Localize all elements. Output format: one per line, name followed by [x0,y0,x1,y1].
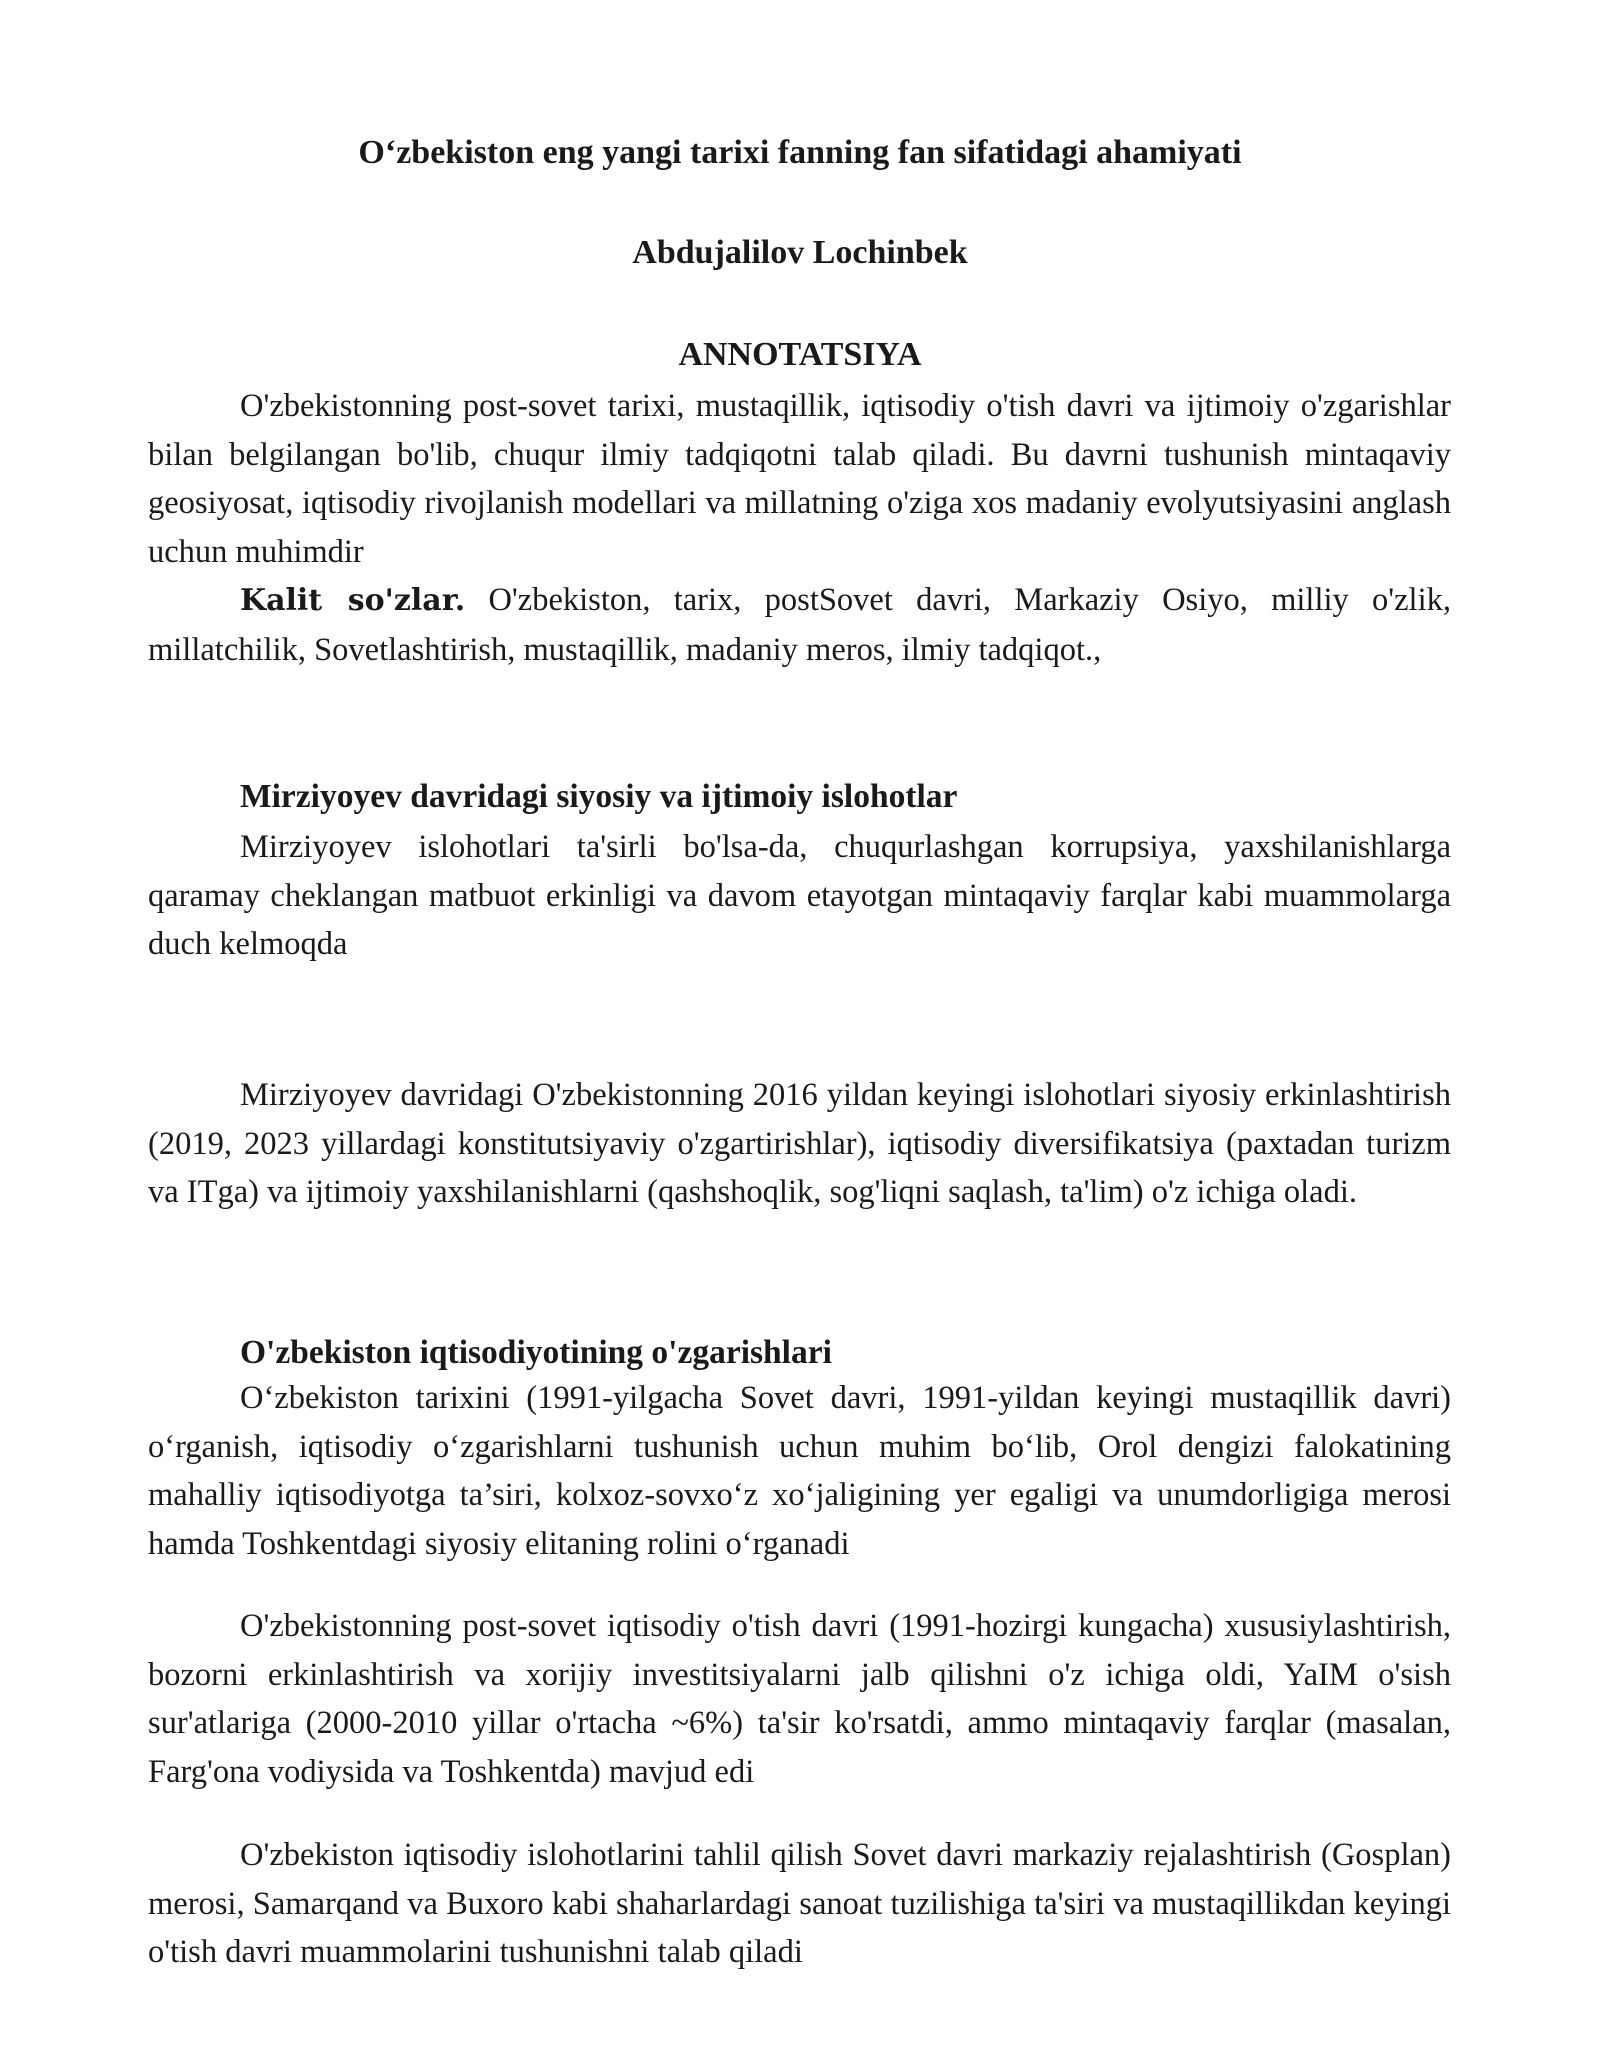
keywords-label: Kalit so'zlar. [240,583,466,618]
paragraph-reforms-2: Mirziyoyev davridagi O'zbekistonning 2016 yildan keyingi islohotlari siyosiy erkinlashtirish (2019, 2023 yillardagi konstitutsiyaviy o'zgartirishlar), iqtisodiy diversifikatsiya (paxtadan turizm va ITga) va ijtimoiy yaxshilanishlarni (qashshoqlik, sog'liqni saqlash, ta'lim) o'z ichiga oladi. [148,1077,1451,1210]
keywords-paragraph [148,576,1451,674]
author-name: Abdujalilov Lochinbek [632,234,968,271]
paragraph-economy-2: O'zbekistonning post-sovet iqtisodiy o'tish davri (1991-hozirgi kungacha) xususiylashtirish, bozorni erkinlashtirish va xorijiy investitsiyalarni jalb qilishni o'z ichiga oldi, YaIM o'sish sur'atlariga (2000-2010 yillar o'rtacha ~6%) ta'sir ko'rsatdi, ammo mintaqaviy farqlar (masalan, Farg'ona vodiysida va Toshkentda) mavjud edi [148,1608,1451,1790]
keywords-text: O'zbekiston, tarix, postSovet davri, Markaziy Osiyo, milliy o'zlik, millatchilik, Sovetlashtirish, mustaqillik, madaniy meros, ilmiy tadqiqot., [148,582,1451,668]
document-title: O‘zbekiston eng yangi tarixi fanning fan sifatidagi ahamiyati [358,134,1242,171]
abstract-paragraph: O'zbekistonning post-sovet tarixi, mustaqillik, iqtisodiy o'tish davri va ijtimoiy o'zgarishlar bilan belgilangan bo'lib, chuqur ilmiy tadqiqotni talab qiladi. Bu davrni tushunish mintaqaviy geosiyosat, iqtisodiy rivojlanish modellari va millatning o'ziga xos madaniy evolyutsiyasini anglash uchun muhimdir [148,388,1451,570]
abstract-heading: ANNOTATSIYA [678,336,922,373]
section-heading-economy: O'zbekiston iqtisodiyotining o'zgarishlari [240,1334,832,1371]
paragraph-economy-3: O'zbekiston iqtisodiy islohotlarini tahlil qilish Sovet davri markaziy rejalashtirish (Gosplan) merosi, Samarqand va Buxoro kabi shaharlardagi sanoat tuzilishiga ta'siri va mustaqillikdan keyingi o'tish davri muammolarini tushunishni talab qiladi [148,1837,1451,1970]
section-heading-reforms: Mirziyoyev davridagi siyosiy va ijtimoiy islohotlar [240,778,958,815]
paragraph-reforms-1: Mirziyoyev islohotlari ta'sirli bo'lsa-da, chuqurlashgan korrupsiya, yaxshilanishlarga qaramay cheklangan matbuot erkinligi va davom etayotgan mintaqaviy farqlar kabi muammolarga duch kelmoqda [148,829,1451,962]
paragraph-economy-1: O‘zbekiston tarixini (1991-yilgacha Sovet davri, 1991-yildan keyingi mustaqillik davri) o‘rganish, iqtisodiy o‘zgarishlarni tushunish uchun muhim bo‘lib, Orol dengizi falokatining mahalliy iqtisodiyotga ta’siri, kolxoz-sovxo‘z xo‘jaligining yer egaligi va unumdorligiga merosi hamda Toshkentdagi siyosiy elitaning rolini o‘rganadi [148,1380,1451,1562]
